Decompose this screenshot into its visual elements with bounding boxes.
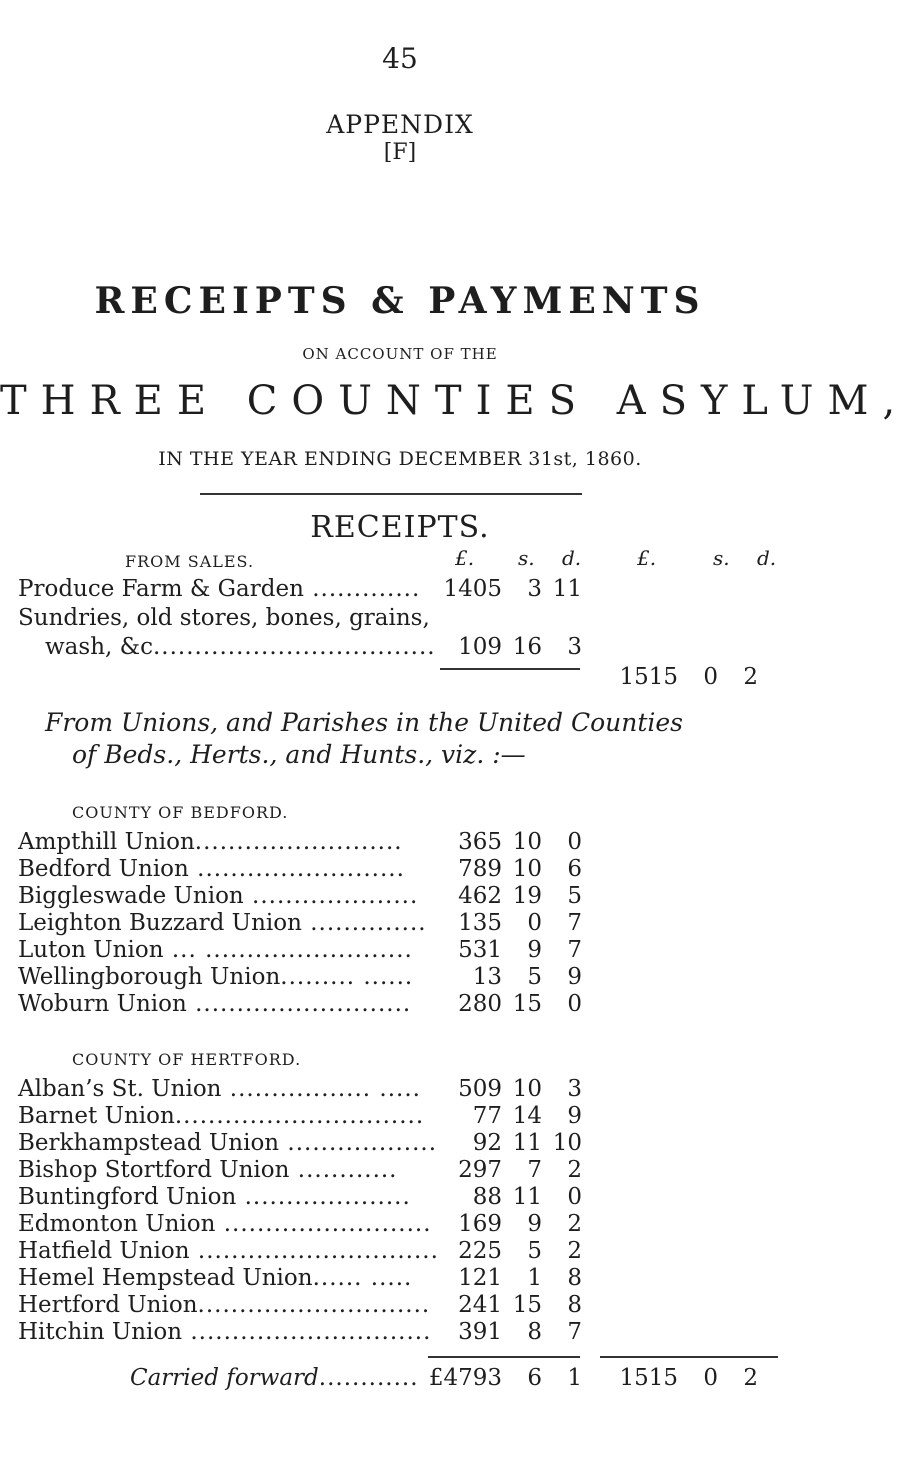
bedford-row-pounds: 135 [458, 910, 502, 936]
year-line: IN THE YEAR ENDING DECEMBER 31st, 1860. [158, 448, 642, 470]
col-pence-header: d. [562, 546, 582, 570]
bedford-row-pence: 9 [567, 964, 582, 990]
hertford-row-shillings: 15 [512, 1292, 542, 1318]
bedford-row-label: Biggleswade Union .................... [18, 883, 419, 909]
col-shillings-header: s. [518, 546, 535, 570]
sales-row-label: wash, &c.................................. [45, 634, 436, 660]
hertford-row-label: Bishop Stortford Union ............ [18, 1157, 398, 1183]
on-account-line: ON ACCOUNT OF THE [302, 345, 498, 363]
receipts-heading: RECEIPTS. [310, 510, 490, 545]
sales-row-label: Produce Farm & Garden ............. [18, 576, 421, 602]
hertford-row-pence: 8 [567, 1292, 582, 1318]
sales-row-pence: 3 [567, 634, 582, 660]
hertford-row-pounds: 297 [458, 1157, 502, 1183]
sales-total-pounds: 1515 [619, 664, 678, 690]
hertford-row-pounds: 92 [472, 1130, 502, 1156]
col-pounds-header: £. [455, 546, 475, 570]
hertford-row-label: Hertford Union............................ [18, 1292, 431, 1318]
bedford-row-shillings: 10 [512, 829, 542, 855]
bedford-row-shillings: 0 [527, 910, 542, 936]
bedford-row-pounds: 365 [458, 829, 502, 855]
carried-forward-pence: 1 [567, 1365, 582, 1391]
hertford-row-shillings: 14 [512, 1103, 542, 1129]
hertford-row-shillings: 8 [527, 1319, 542, 1345]
bedford-heading: COUNTY OF BEDFORD. [72, 803, 289, 822]
hertford-heading: COUNTY OF HERTFORD. [72, 1050, 302, 1069]
hertford-row-shillings: 11 [512, 1184, 542, 1210]
title-rule [200, 493, 582, 495]
carried-total-shillings: 0 [703, 1365, 718, 1391]
hertford-row-label: Barnet Union.............................. [18, 1103, 425, 1129]
bedford-row-pence: 7 [567, 910, 582, 936]
bedford-row-shillings: 10 [512, 856, 542, 882]
total-col-shillings-header: s. [713, 546, 730, 570]
hertford-row-pounds: 391 [458, 1319, 502, 1345]
hertford-row-shillings: 9 [527, 1211, 542, 1237]
unions-heading-line-2: of Beds., Herts., and Hunts., viz. :— [72, 740, 526, 769]
sales-row-pounds: 1405 [443, 576, 502, 602]
hertford-row-pounds: 509 [458, 1076, 502, 1102]
hertford-row-pence: 3 [567, 1076, 582, 1102]
hertford-row-pence: 0 [567, 1184, 582, 1210]
bedford-row-label: Bedford Union ......................... [18, 856, 405, 882]
hertford-row-pounds: 88 [472, 1184, 502, 1210]
sales-subtotal-rule [440, 668, 580, 670]
bedford-row-pounds: 789 [458, 856, 502, 882]
hertford-row-pence: 9 [567, 1103, 582, 1129]
from-sales-heading: FROM SALES. [125, 552, 255, 571]
hertford-row-label: Hatfield Union ............................. [18, 1238, 439, 1264]
bedford-row-shillings: 15 [512, 991, 542, 1017]
hertford-row-pence: 10 [552, 1130, 582, 1156]
sales-total-shillings: 0 [703, 664, 718, 690]
hertford-row-label: Hemel Hempstead Union...... ..... [18, 1265, 413, 1291]
appendix-heading: APPENDIX [326, 110, 474, 139]
hertford-row-shillings: 11 [512, 1130, 542, 1156]
bedford-row-pounds: 13 [472, 964, 502, 990]
hertford-row-label: Edmonton Union ......................... [18, 1211, 432, 1237]
bedford-row-shillings: 19 [512, 883, 542, 909]
hertford-row-label: Alban’s St. Union ................. ..... [18, 1076, 421, 1102]
hertford-row-shillings: 1 [527, 1265, 542, 1291]
hertford-row-pence: 2 [567, 1157, 582, 1183]
bedford-row-pounds: 462 [458, 883, 502, 909]
hertford-row-label: Hitchin Union ............................. [18, 1319, 432, 1345]
carried-forward-pounds: £4793 [428, 1365, 502, 1391]
bedford-row-label: Luton Union ... ......................... [18, 937, 413, 963]
total-col-pounds-header: £. [637, 546, 657, 570]
hertford-row-shillings: 10 [512, 1076, 542, 1102]
bedford-row-pence: 6 [567, 856, 582, 882]
sales-row-shillings: 3 [527, 576, 542, 602]
bedford-row-label: Leighton Buzzard Union .............. [18, 910, 427, 936]
hertford-row-pounds: 121 [458, 1265, 502, 1291]
hertford-row-pence: 8 [567, 1265, 582, 1291]
hertford-row-pounds: 241 [458, 1292, 502, 1318]
bedford-row-label: Ampthill Union......................... [18, 829, 403, 855]
bedford-row-pounds: 531 [458, 937, 502, 963]
carried-total-pounds: 1515 [619, 1365, 678, 1391]
bedford-row-pence: 0 [567, 991, 582, 1017]
total-rule [600, 1356, 778, 1358]
unions-heading-line-1: From Unions, and Parishes in the United Counties [45, 708, 683, 737]
main-title: RECEIPTS & PAYMENTS [94, 280, 706, 322]
hertford-row-pence: 2 [567, 1238, 582, 1264]
hertford-row-pounds: 225 [458, 1238, 502, 1264]
bedford-row-pence: 7 [567, 937, 582, 963]
hertford-row-pence: 2 [567, 1211, 582, 1237]
total-col-pence-header: d. [757, 546, 777, 570]
sales-total-pence: 2 [743, 664, 758, 690]
carried-forward-label: Carried forward............ [130, 1365, 419, 1391]
bedford-row-shillings: 5 [527, 964, 542, 990]
sales-row-pounds: 109 [458, 634, 502, 660]
carried-forward-shillings: 6 [527, 1365, 542, 1391]
hertford-row-pounds: 77 [472, 1103, 502, 1129]
subtotal-rule [428, 1356, 580, 1358]
bedford-row-pence: 5 [567, 883, 582, 909]
hertford-row-shillings: 5 [527, 1238, 542, 1264]
hertford-row-label: Buntingford Union .................... [18, 1184, 411, 1210]
bedford-row-label: Woburn Union .......................... [18, 991, 412, 1017]
bedford-row-label: Wellingborough Union......... ...... [18, 964, 414, 990]
sales-row-label: Sundries, old stores, bones, grains, [18, 605, 430, 631]
hertford-row-pounds: 169 [458, 1211, 502, 1237]
bedford-row-pence: 0 [567, 829, 582, 855]
sales-row-pence: 11 [552, 576, 582, 602]
hertford-row-shillings: 7 [527, 1157, 542, 1183]
bedford-row-pounds: 280 [458, 991, 502, 1017]
hertford-row-label: Berkhampstead Union .................. [18, 1130, 438, 1156]
bedford-row-shillings: 9 [527, 937, 542, 963]
asylum-title: THREE COUNTIES ASYLUM, [0, 378, 909, 424]
sales-row-shillings: 16 [512, 634, 542, 660]
page-number: 45 [382, 42, 418, 75]
carried-total-pence: 2 [743, 1365, 758, 1391]
appendix-letter: [F] [383, 140, 417, 165]
hertford-row-pence: 7 [567, 1319, 582, 1345]
